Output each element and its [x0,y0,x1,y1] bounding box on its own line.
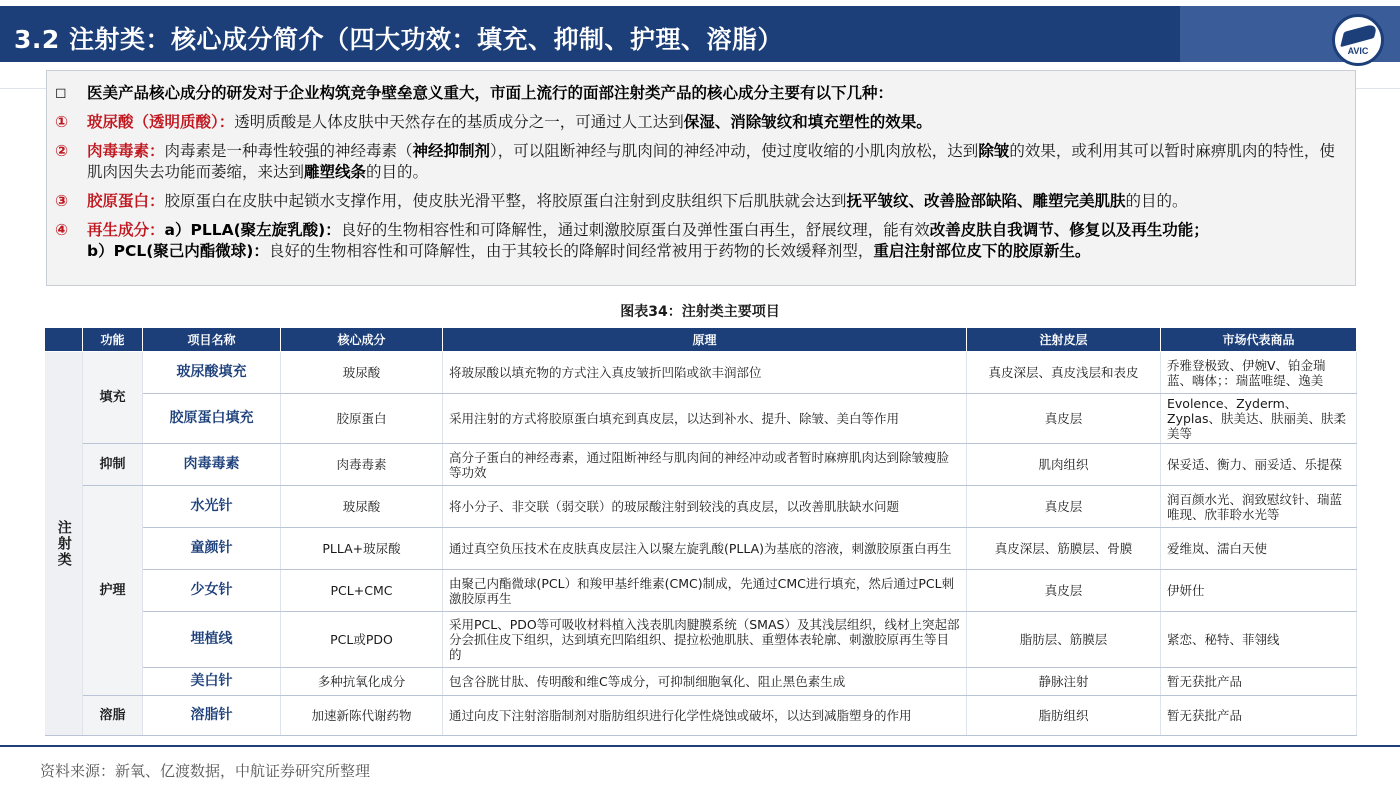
project-name: 埋植线 [143,612,281,668]
item-highlight: 除皱 [978,142,1010,160]
market-products: 保妥适、衡力、丽妥适、乐提葆 [1161,444,1357,486]
item-label: 再生成分： [87,221,165,239]
injection-projects-table [44,327,1357,736]
core-ingredient: 多种抗氧化成分 [281,668,443,696]
item-highlight: 抚平皱纹、改善脸部缺陷、雕塑完美肌肤 [846,192,1126,210]
item-highlight: 改善皮肤自我调节、修复以及再生功能； [929,221,1209,239]
market-products: 伊妍仕 [1161,570,1357,612]
item-highlight: 重启注射部位皮下的胶原新生。 [873,242,1091,260]
page-title: 3.2 注射类：核心成分简介（四大功效：填充、抑制、护理、溶脂） [14,25,783,54]
logo-text: AVIC [1347,46,1369,56]
item-number: ③ [55,192,69,210]
column-header: 原理 [443,328,967,352]
item-text: 良好的生物相容性和可降解性，通过刺激胶原蛋白及弹性蛋白再生，舒展纹理，能有效 [340,221,930,239]
principle: 采用PCL、PDO等可吸收材料植入浅表肌肉腱膜系统（SMAS）及其浅层组织，线材上突起部分会抓住皮下组织，达到填充凹陷组织、提拉松弛肌肤、重塑体表轮廓、刺激胶原再生等目的 [443,612,967,668]
intro-box [46,70,1356,286]
function-cell: 填充 [83,352,143,444]
item-label: 胶原蛋白： [87,192,165,210]
project-name: 胶原蛋白填充 [143,394,281,444]
intro-lead-text: 医美产品核心成分的研发对于企业构筑竞争壁垒意义重大，市面上流行的面部注射类产品的核心成分主要有以下几种： [87,84,894,102]
principle: 通过真空负压技术在皮肤真皮层注入以聚左旋乳酸(PLLA)为基底的溶液，刺激胶原蛋白再生 [443,528,967,570]
injection-layer: 脂肪组织 [967,696,1161,736]
injection-layer: 静脉注射 [967,668,1161,696]
category-cell: 注射类 [45,352,83,736]
item-text: 的目的。 [366,163,429,181]
item-text: 肉毒素是一种毒性较强的神经毒素（ [164,142,413,160]
table-header-row [45,328,1357,352]
footer-divider [0,745,1400,747]
project-name: 玻尿酸填充 [143,352,281,394]
figure-title: 图表34：注射类主要项目 [620,304,780,320]
market-products: 润百颜水光、润致慰纹针、瑞蓝唯现、欣菲聆水光等 [1161,486,1357,528]
market-products: 暂无获批产品 [1161,696,1357,736]
intro-lead [55,83,1345,104]
market-products: 紧恋、秘特、菲翎线 [1161,612,1357,668]
column-header: 核心成分 [281,328,443,352]
injection-layer: 真皮深层、筋膜层、骨膜 [967,528,1161,570]
item-number: ① [55,113,69,131]
item-text: 良好的生物相容性和可降解性，由于其较长的降解时间经常被用于药物的长效缓释剂型， [268,242,874,260]
principle: 将小分子、非交联（弱交联）的玻尿酸注射到较浅的真皮层，以改善肌肤缺水问题 [443,486,967,528]
table-row [45,394,1357,444]
intro-item-hyaluronic [55,112,1345,133]
item-text: 透明质酸是人体皮肤中天然存在的基质成分之一，可通过人工达到 [234,113,684,131]
core-ingredient: 胶原蛋白 [281,394,443,444]
table-row [45,570,1357,612]
core-ingredient: 肉毒毒素 [281,444,443,486]
item-text: 的目的。 [1125,192,1188,210]
principle: 由聚己内酯微球(PCL）和羧甲基纤维素(CMC)制成，先通过CMC进行填充，然后通过PCL刺激胶原再生 [443,570,967,612]
table-row [45,696,1357,736]
item-number: ④ [55,221,69,239]
column-header: 功能 [83,328,143,352]
core-ingredient: PLLA+玻尿酸 [281,528,443,570]
function-cell: 护理 [83,486,143,696]
plane-icon [1340,23,1378,47]
table-row [45,668,1357,696]
column-header: 市场代表商品 [1161,328,1357,352]
column-header: 注射皮层 [967,328,1161,352]
principle: 包含谷胱甘肽、传明酸和维C等成分，可抑制细胞氧化、阻止黑色素生成 [443,668,967,696]
item-label: 玻尿酸（透明质酸）： [87,113,235,131]
core-ingredient: 玻尿酸 [281,352,443,394]
table-row [45,444,1357,486]
core-ingredient: PCL或PDO [281,612,443,668]
column-header: 项目名称 [143,328,281,352]
column-header [45,328,83,352]
table-row [45,528,1357,570]
project-name: 肉毒毒素 [143,444,281,486]
principle: 采用注射的方式将胶原蛋白填充到真皮层，以达到补水、提升、除皱、美白等作用 [443,394,967,444]
injection-layer: 真皮层 [967,394,1161,444]
project-name: 水光针 [143,486,281,528]
item-text: 胶原蛋白在皮肤中起锁水支撑作用，使皮肤光滑平整，将胶原蛋白注射到皮肤组织下后肌肤就会达到 [164,192,847,210]
core-ingredient: PCL+CMC [281,570,443,612]
injection-layer: 真皮深层、真皮浅层和表皮 [967,352,1161,394]
market-products: 暂无获批产品 [1161,668,1357,696]
item-label: 肉毒毒素： [87,142,165,160]
injection-layer: 脂肪层、筋膜层 [967,612,1161,668]
item-text: ），可以阻断神经与肌肉间的神经冲动，使过度收缩的小肌肉放松，达到 [490,142,979,160]
item-sub-label: b）PCL(聚己内酯微球)： [87,242,269,260]
item-number: ② [55,142,69,160]
item-sub-label: a）PLLA(聚左旋乳酸)： [164,221,341,239]
bullet-square-icon: ◻ [55,85,67,101]
core-ingredient: 加速新陈代谢药物 [281,696,443,736]
table-row [45,352,1357,394]
market-products: 乔雅登极致、伊婉V、铂金瑞蓝、嗨体；：瑞蓝唯缇、逸美 [1161,352,1357,394]
table-row [45,486,1357,528]
market-products: 爱维岚、濡白天使 [1161,528,1357,570]
principle: 将玻尿酸以填充物的方式注入真皮皱折凹陷或欲丰润部位 [443,352,967,394]
project-name: 童颜针 [143,528,281,570]
intro-item-regenerative [55,220,1345,262]
core-ingredient: 玻尿酸 [281,486,443,528]
title-bar [0,6,1400,62]
project-name: 少女针 [143,570,281,612]
source-note: 资料来源：新氧、亿渡数据，中航证券研究所整理 [40,762,371,780]
injection-layer: 真皮层 [967,570,1161,612]
market-products: Evolence、Zyderm、Zyplas、肤美达、肤丽美、肤柔美等 [1161,394,1357,444]
principle: 高分子蛋白的神经毒素，通过阻断神经与肌肉间的神经冲动或者暂时麻痹肌肉达到除皱瘦脸等功效 [443,444,967,486]
item-highlight: 神经抑制剂 [412,142,491,160]
intro-item-botulinum [55,141,1345,183]
principle: 通过向皮下注射溶脂制剂对脂肪组织进行化学性烧蚀或破坏，以达到减脂塑身的作用 [443,696,967,736]
injection-layer: 肌肉组织 [967,444,1161,486]
table-row [45,612,1357,668]
item-highlight: 保湿、消除皱纹和填充塑性的效果。 [683,113,932,131]
function-cell: 溶脂 [83,696,143,736]
avic-logo [1332,14,1384,66]
item-highlight: 雕塑线条 [304,163,367,181]
function-cell: 抑制 [83,444,143,486]
intro-item-collagen [55,191,1345,212]
project-name: 溶脂针 [143,696,281,736]
item-text: 的效果，或利用其可以暂时麻痹肌肉的特性，使肌肉因失去功能而萎缩，来达到 [87,142,1335,181]
injection-layer: 真皮层 [967,486,1161,528]
project-name: 美白针 [143,668,281,696]
